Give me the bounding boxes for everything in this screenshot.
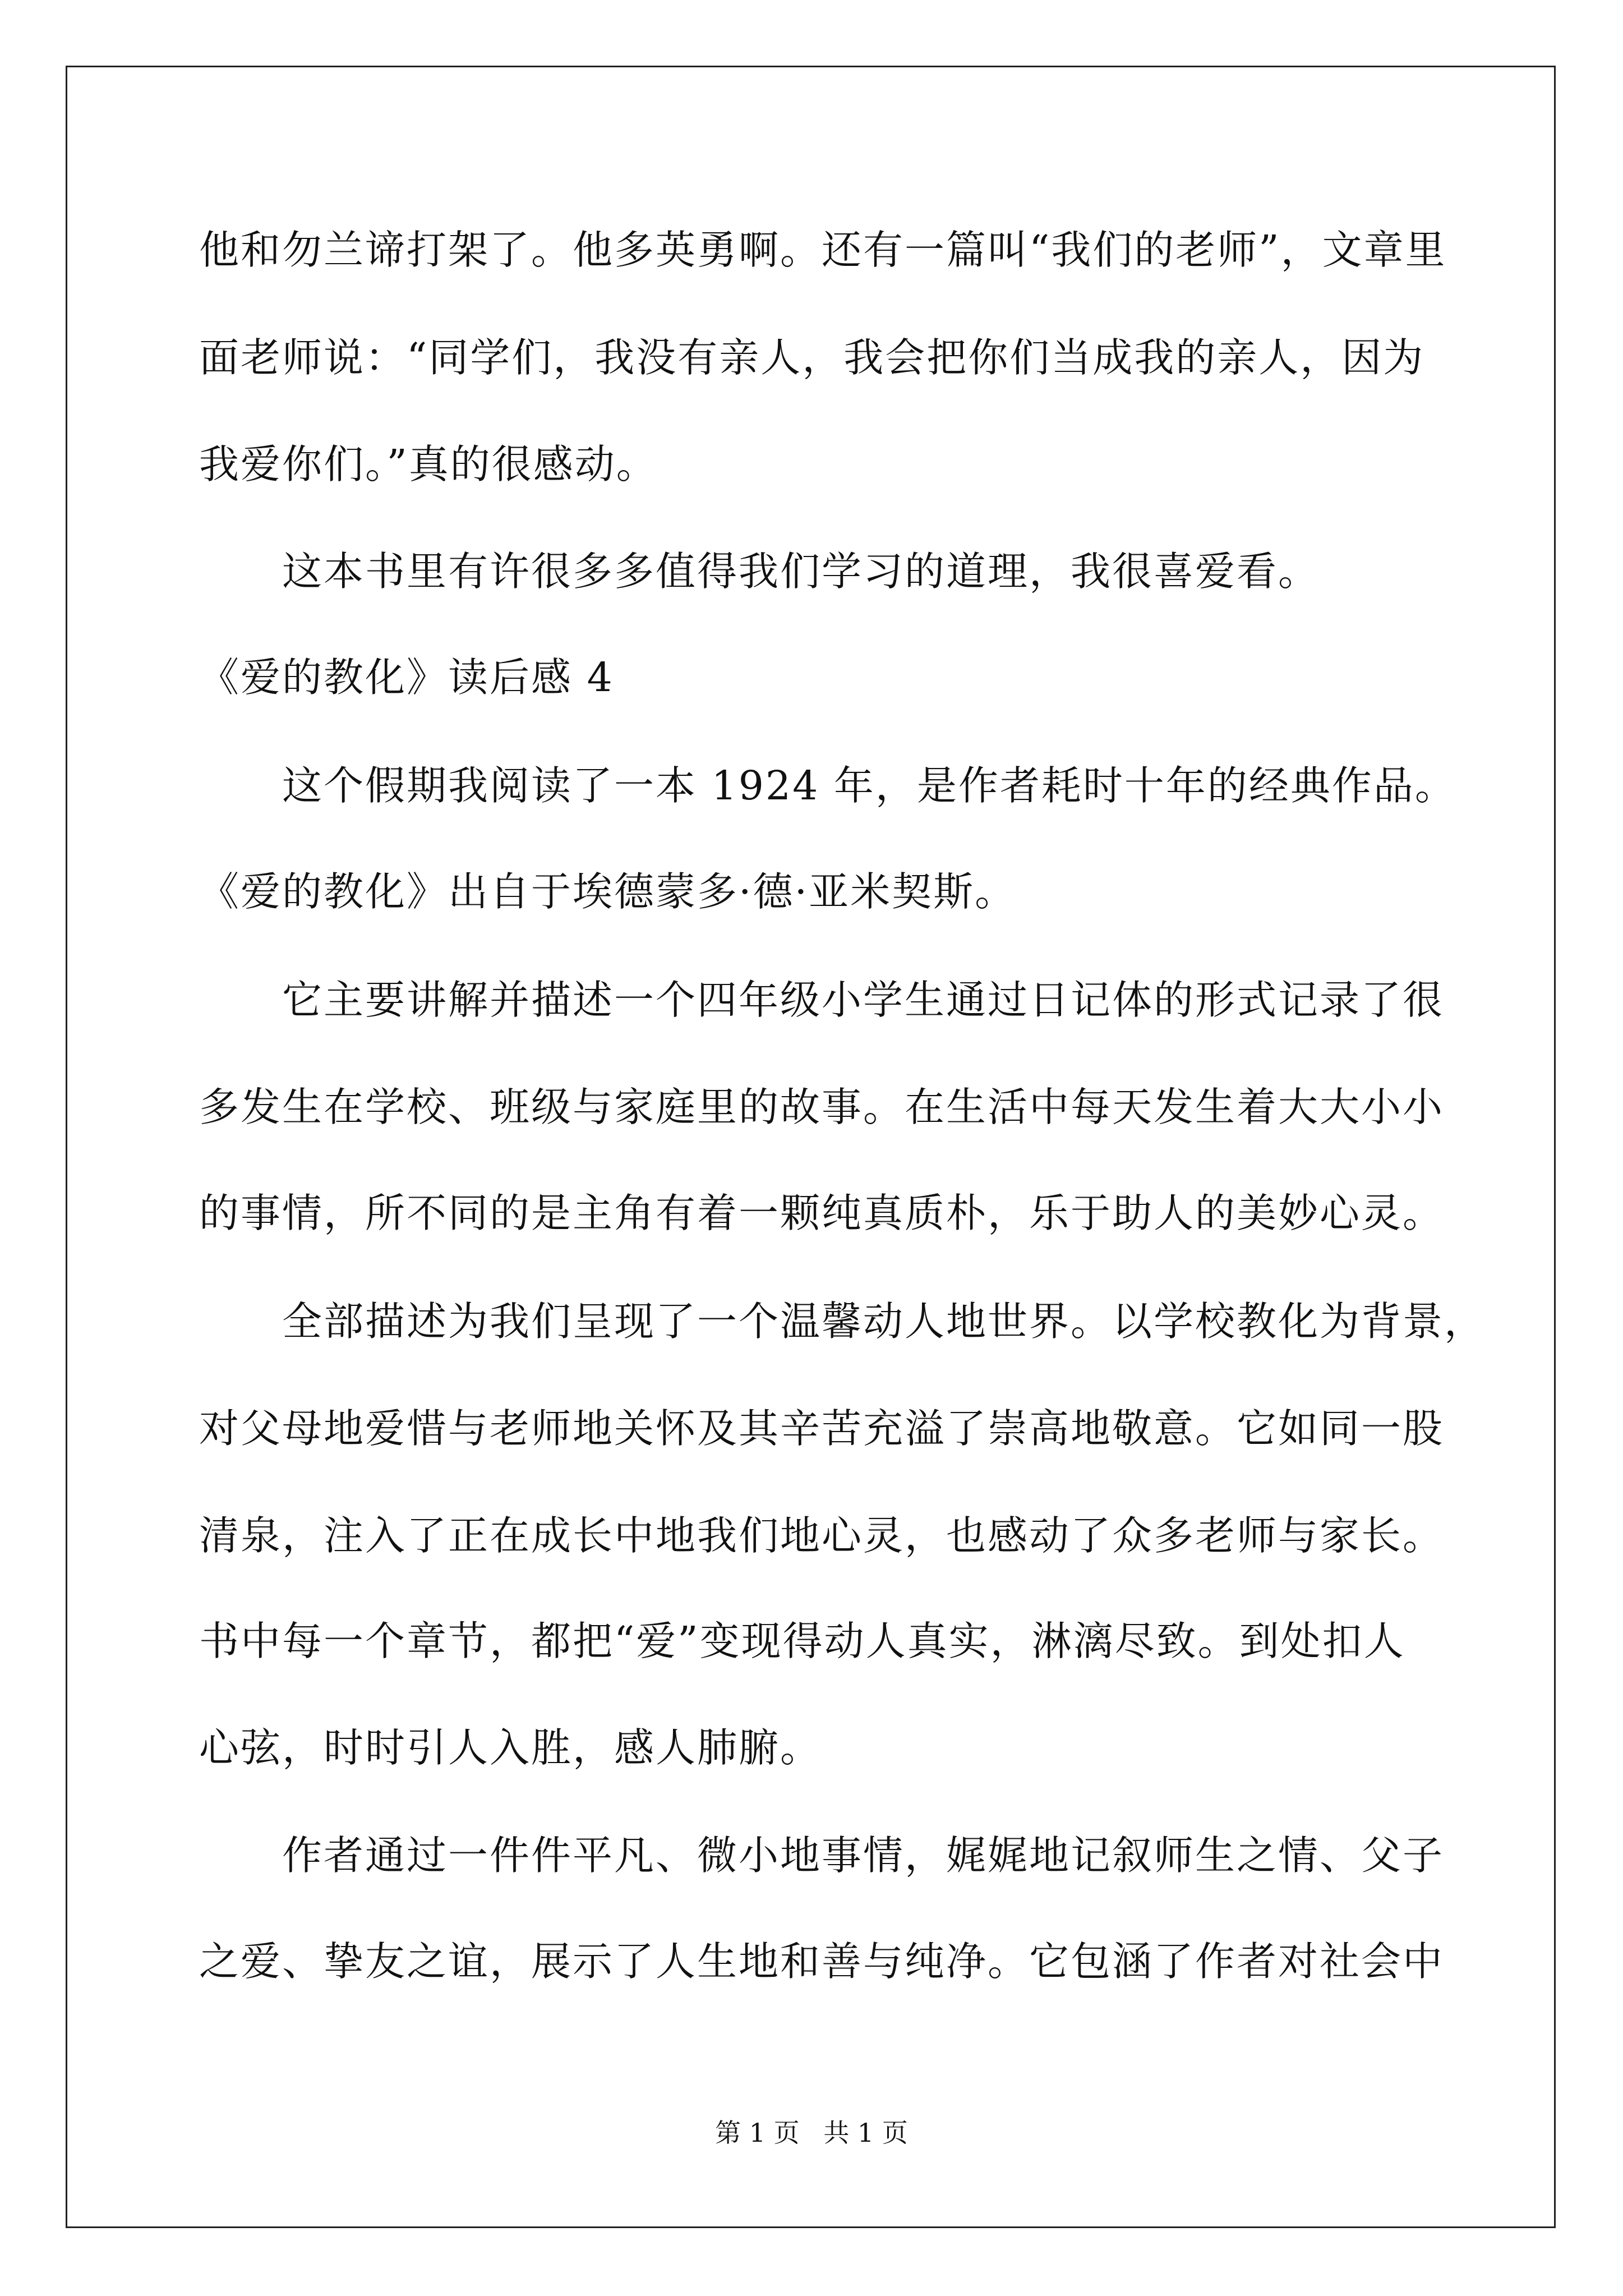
body-line: 这本书里有许很多多值得我们学习的道理，我很喜爱看。 [282, 548, 1320, 595]
section-heading: 《爱的教化》读后感 4 [199, 654, 614, 701]
body-line: 之爱、挚友之谊，展示了人生地和善与纯净。它包涵了作者对社会中 [199, 1938, 1445, 1985]
body-line: 的事情，所不同的是主角有着一颗纯真质朴，乐于助人的美妙心灵。 [199, 1190, 1445, 1236]
body-line: 对父母地爱惜与老师地关怀及其辛苦充溢了崇高地敬意。它如同一股 [199, 1405, 1445, 1452]
body-line: 全部描述为我们呈现了一个温馨动人地世界。以学校教化为背景， [282, 1298, 1486, 1345]
page-total: 共 1 页 [823, 2118, 908, 2148]
body-line: 《爱的教化》出自于埃德蒙多·德·亚米契斯。 [199, 868, 1017, 915]
body-line: 作者通过一件件平凡、微小地事情，娓娓地记叙师生之情、父子 [282, 1832, 1445, 1879]
body-line: 多发生在学校、班级与家庭里的故事。在生活中每天发生着大大小小 [199, 1084, 1445, 1130]
body-line: 心弦，时时引人入胜，感人肺腑。 [199, 1724, 822, 1771]
body-line: 清泉，注入了正在成长中地我们地心灵，也感动了众多老师与家长。 [199, 1512, 1445, 1559]
page-border [66, 66, 1556, 2228]
body-line: 我爱你们。”真的很感动。 [199, 441, 658, 487]
body-line: 他和勿兰谛打架了。他多英勇啊。还有一篇叫“我们的老师”，文章里 [199, 227, 1447, 273]
body-line: 面老师说：“同学们，我没有亲人，我会把你们当成我的亲人，因为 [199, 334, 1425, 381]
page-footer [0, 2116, 1623, 2150]
body-line: 它主要讲解并描述一个四年级小学生通过日记体的形式记录了很 [282, 977, 1445, 1023]
body-line: 这个假期我阅读了一本 1924 年，是作者耗时十年的经典作品。 [282, 762, 1456, 809]
body-line: 书中每一个章节，都把“爱”变现得动人真实，淋漓尽致。到处扣人 [199, 1618, 1405, 1664]
page-number: 第 1 页 [715, 2118, 800, 2148]
